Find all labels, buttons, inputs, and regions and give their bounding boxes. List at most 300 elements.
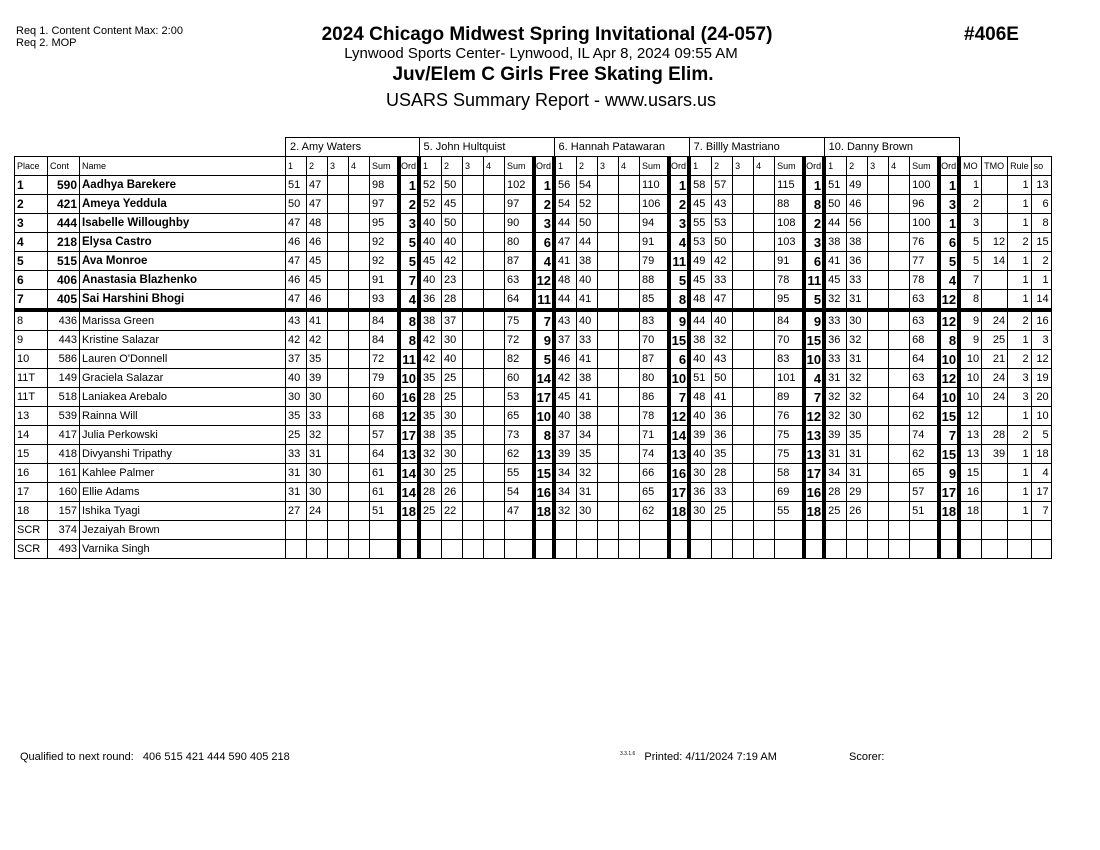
- score-sum: 97: [370, 195, 400, 214]
- score-ordinal: 1: [399, 176, 419, 195]
- score-ordinal: 3: [669, 214, 689, 233]
- score-2: 32: [307, 426, 328, 445]
- score-2: [442, 521, 463, 540]
- score-1: 40: [689, 445, 712, 464]
- score-1: 42: [419, 331, 442, 350]
- score-3: [868, 445, 889, 464]
- score-ordinal: 1: [939, 214, 959, 233]
- score-4: [889, 195, 910, 214]
- so-cell: [1031, 521, 1051, 540]
- score-ordinal: 12: [534, 271, 554, 290]
- score-2: 33: [712, 483, 733, 502]
- score-sum: 106: [640, 195, 670, 214]
- score-sum: 110: [640, 176, 670, 195]
- score-1: 44: [689, 310, 712, 331]
- score-ordinal: [804, 521, 824, 540]
- score-4: [889, 350, 910, 369]
- name-cell: Laniakea Arebalo: [80, 388, 286, 407]
- score-ordinal: 10: [804, 350, 824, 369]
- score-2: 38: [577, 407, 598, 426]
- tmo-cell: [982, 502, 1008, 521]
- score-ordinal: 15: [669, 331, 689, 350]
- score-2: 30: [847, 310, 868, 331]
- score-2: 30: [307, 388, 328, 407]
- score-ordinal: 1: [534, 176, 554, 195]
- score-3: [733, 176, 754, 195]
- so-cell: 3: [1031, 331, 1051, 350]
- place-cell: 11T: [15, 388, 48, 407]
- score-ordinal: 4: [534, 252, 554, 271]
- score-2: 31: [307, 445, 328, 464]
- rule-cell: 2: [1008, 310, 1032, 331]
- mo-cell: 9: [959, 310, 982, 331]
- score-ordinal: 6: [534, 233, 554, 252]
- score-4: [889, 502, 910, 521]
- score-3: [598, 464, 619, 483]
- name-cell: Aadhya Barekere: [80, 176, 286, 195]
- score-4: [619, 233, 640, 252]
- score-1: 45: [689, 271, 712, 290]
- score-4: [754, 331, 775, 350]
- score-sum: 51: [370, 502, 400, 521]
- score-sum: 76: [910, 233, 940, 252]
- score-2: 50: [442, 176, 463, 195]
- score-1: 55: [689, 214, 712, 233]
- cont-cell: 515: [48, 252, 80, 271]
- col-score-s2: 2: [577, 157, 598, 176]
- score-2: 45: [307, 252, 328, 271]
- score-sum: 87: [640, 350, 670, 369]
- score-4: [349, 426, 370, 445]
- score-sum: 100: [910, 214, 940, 233]
- rule-cell: 2: [1008, 426, 1032, 445]
- score-ordinal: 2: [534, 195, 554, 214]
- printed-timestamp: Printed: 4/11/2024 7:19 AM: [644, 751, 777, 763]
- cont-cell: 590: [48, 176, 80, 195]
- place-cell: 8: [15, 310, 48, 331]
- cont-cell: 417: [48, 426, 80, 445]
- qualified-line: [20, 751, 290, 763]
- score-ordinal: 13: [669, 445, 689, 464]
- score-3: [463, 271, 484, 290]
- score-4: [484, 176, 505, 195]
- score-sum: 85: [640, 290, 670, 311]
- score-4: [349, 214, 370, 233]
- score-sum: 61: [370, 464, 400, 483]
- col-ord: Ord: [939, 157, 959, 176]
- score-sum: 54: [505, 483, 535, 502]
- score-4: [619, 483, 640, 502]
- results-table: [14, 137, 1052, 559]
- mo-cell: 10: [959, 350, 982, 369]
- score-1: [419, 521, 442, 540]
- table-row: [15, 252, 1052, 271]
- score-1: 27: [286, 502, 307, 521]
- score-4: [754, 502, 775, 521]
- score-ordinal: 12: [669, 407, 689, 426]
- competition-title: 2024 Chicago Midwest Spring Invitational (24-057): [321, 24, 773, 45]
- score-4: [619, 540, 640, 559]
- score-4: [754, 407, 775, 426]
- table-row: [15, 521, 1052, 540]
- judge-name: 10. Danny Brown: [824, 138, 959, 157]
- score-3: [598, 310, 619, 331]
- table-row: [15, 214, 1052, 233]
- score-sum: 72: [370, 350, 400, 369]
- score-1: 50: [286, 195, 307, 214]
- mo-cell: 9: [959, 331, 982, 350]
- score-1: 32: [419, 445, 442, 464]
- score-ordinal: 14: [399, 464, 419, 483]
- cont-cell: 418: [48, 445, 80, 464]
- place-cell: 10: [15, 350, 48, 369]
- name-cell: Kristine Salazar: [80, 331, 286, 350]
- col-ord: Ord: [669, 157, 689, 176]
- rule-cell: 1: [1008, 445, 1032, 464]
- score-sum: 80: [505, 233, 535, 252]
- score-2: 30: [442, 407, 463, 426]
- name-cell: Rainna Will: [80, 407, 286, 426]
- score-ordinal: 7: [534, 310, 554, 331]
- score-ordinal: 12: [804, 407, 824, 426]
- score-1: 51: [286, 176, 307, 195]
- score-sum: 88: [640, 271, 670, 290]
- name-cell: Ameya Yeddula: [80, 195, 286, 214]
- score-3: [328, 483, 349, 502]
- score-1: [689, 540, 712, 559]
- so-cell: 15: [1031, 233, 1051, 252]
- score-2: 31: [847, 445, 868, 464]
- score-2: 24: [307, 502, 328, 521]
- score-4: [889, 540, 910, 559]
- tmo-cell: [982, 407, 1008, 426]
- score-2: 49: [847, 176, 868, 195]
- so-cell: 20: [1031, 388, 1051, 407]
- score-sum: 83: [640, 310, 670, 331]
- score-ordinal: 9: [804, 310, 824, 331]
- col-score-s2: 2: [307, 157, 328, 176]
- score-2: [577, 521, 598, 540]
- tmo-cell: [982, 540, 1008, 559]
- score-ordinal: 18: [534, 502, 554, 521]
- score-4: [889, 176, 910, 195]
- col-score-s2: 2: [712, 157, 733, 176]
- col-mo: MO: [959, 157, 982, 176]
- col-score-s2: 2: [442, 157, 463, 176]
- score-4: [349, 176, 370, 195]
- score-2: 37: [442, 310, 463, 331]
- score-sum: 77: [910, 252, 940, 271]
- place-cell: 5: [15, 252, 48, 271]
- score-ordinal: 15: [939, 407, 959, 426]
- tmo-cell: 24: [982, 388, 1008, 407]
- score-1: 40: [554, 407, 577, 426]
- name-cell: Isabelle Willoughby: [80, 214, 286, 233]
- score-2: 46: [307, 290, 328, 311]
- score-1: 30: [689, 502, 712, 521]
- score-2: 30: [307, 464, 328, 483]
- cont-cell: 160: [48, 483, 80, 502]
- score-1: 33: [286, 445, 307, 464]
- rule-cell: 1: [1008, 271, 1032, 290]
- score-4: [484, 214, 505, 233]
- score-1: 37: [286, 350, 307, 369]
- score-ordinal: 1: [939, 176, 959, 195]
- score-2: 50: [712, 369, 733, 388]
- table-row: [15, 176, 1052, 195]
- so-cell: 8: [1031, 214, 1051, 233]
- score-sum: 89: [775, 388, 805, 407]
- score-3: [328, 176, 349, 195]
- score-sum: 75: [775, 445, 805, 464]
- table-row: [15, 233, 1052, 252]
- score-4: [484, 445, 505, 464]
- score-sum: 70: [640, 331, 670, 350]
- score-2: 22: [442, 502, 463, 521]
- score-2: 41: [307, 310, 328, 331]
- score-2: 31: [577, 483, 598, 502]
- score-4: [619, 290, 640, 311]
- score-4: [484, 310, 505, 331]
- score-ordinal: 10: [534, 407, 554, 426]
- score-3: [328, 350, 349, 369]
- score-sum: 100: [910, 176, 940, 195]
- col-name: Name: [80, 157, 286, 176]
- score-4: [889, 483, 910, 502]
- place-cell: 17: [15, 483, 48, 502]
- score-sum: 80: [640, 369, 670, 388]
- so-cell: 19: [1031, 369, 1051, 388]
- score-4: [484, 369, 505, 388]
- score-sum: 82: [505, 350, 535, 369]
- col-cont: Cont: [48, 157, 80, 176]
- score-4: [349, 252, 370, 271]
- table-row: [15, 350, 1052, 369]
- score-4: [889, 214, 910, 233]
- mo-cell: 13: [959, 426, 982, 445]
- score-4: [484, 271, 505, 290]
- score-1: 30: [286, 388, 307, 407]
- score-2: 34: [577, 426, 598, 445]
- score-1: 38: [419, 310, 442, 331]
- score-2: 32: [847, 388, 868, 407]
- score-ordinal: 7: [804, 388, 824, 407]
- score-3: [328, 464, 349, 483]
- score-1: 25: [286, 426, 307, 445]
- place-cell: 7: [15, 290, 48, 311]
- score-4: [619, 464, 640, 483]
- score-sum: 63: [910, 369, 940, 388]
- score-sum: 62: [910, 445, 940, 464]
- score-3: [328, 521, 349, 540]
- cont-cell: 218: [48, 233, 80, 252]
- header-spacer: [15, 138, 286, 157]
- score-ordinal: 17: [399, 426, 419, 445]
- score-sum: 60: [370, 388, 400, 407]
- score-4: [754, 521, 775, 540]
- score-sum: 92: [370, 252, 400, 271]
- score-3: [463, 426, 484, 445]
- place-cell: 1: [15, 176, 48, 195]
- score-ordinal: 8: [804, 195, 824, 214]
- score-4: [889, 290, 910, 311]
- cont-cell: 493: [48, 540, 80, 559]
- qualified-label: Qualified to next round:: [20, 751, 134, 763]
- score-3: [598, 350, 619, 369]
- score-ordinal: 18: [939, 502, 959, 521]
- score-1: 31: [824, 445, 847, 464]
- score-ordinal: 7: [669, 388, 689, 407]
- score-1: 35: [419, 407, 442, 426]
- table-row: [15, 331, 1052, 350]
- score-sum: 91: [775, 252, 805, 271]
- score-2: 44: [577, 233, 598, 252]
- place-cell: 15: [15, 445, 48, 464]
- score-ordinal: 10: [939, 388, 959, 407]
- score-2: 35: [847, 426, 868, 445]
- score-1: 47: [286, 290, 307, 311]
- judge-name: 6. Hannah Patawaran: [554, 138, 689, 157]
- score-2: 40: [577, 310, 598, 331]
- score-3: [328, 252, 349, 271]
- col-score-s4: 4: [619, 157, 640, 176]
- score-sum: 78: [910, 271, 940, 290]
- score-ordinal: [399, 540, 419, 559]
- mo-cell: 13: [959, 445, 982, 464]
- score-3: [598, 176, 619, 195]
- score-1: 47: [286, 214, 307, 233]
- score-3: [328, 426, 349, 445]
- score-4: [619, 521, 640, 540]
- score-1: 45: [689, 195, 712, 214]
- score-3: [868, 233, 889, 252]
- score-2: 32: [577, 464, 598, 483]
- score-1: 45: [824, 271, 847, 290]
- qualified-list: 406 515 421 444 590 405 218: [142, 751, 290, 763]
- mo-cell: 5: [959, 233, 982, 252]
- score-1: 46: [286, 233, 307, 252]
- score-4: [619, 369, 640, 388]
- score-4: [349, 483, 370, 502]
- score-2: 28: [712, 464, 733, 483]
- score-2: 41: [712, 388, 733, 407]
- score-3: [463, 290, 484, 311]
- score-4: [754, 176, 775, 195]
- table-row: [15, 388, 1052, 407]
- score-ordinal: 5: [939, 252, 959, 271]
- so-cell: 10: [1031, 407, 1051, 426]
- col-score-s1: 1: [689, 157, 712, 176]
- score-4: [349, 271, 370, 290]
- score-2: 36: [847, 252, 868, 271]
- so-cell: [1031, 540, 1051, 559]
- table-row: [15, 426, 1052, 445]
- cont-cell: 436: [48, 310, 80, 331]
- score-2: 48: [307, 214, 328, 233]
- table-row: [15, 290, 1052, 311]
- score-sum: 57: [370, 426, 400, 445]
- score-4: [754, 271, 775, 290]
- score-ordinal: 14: [534, 369, 554, 388]
- score-1: 36: [419, 290, 442, 311]
- score-1: 38: [689, 331, 712, 350]
- rule-cell: 1: [1008, 483, 1032, 502]
- score-4: [484, 407, 505, 426]
- score-1: 34: [554, 464, 577, 483]
- score-sum: 68: [370, 407, 400, 426]
- score-1: 32: [824, 290, 847, 311]
- score-3: [868, 426, 889, 445]
- cont-cell: 405: [48, 290, 80, 311]
- requirement-1: Req 1. Content Content Max: 2:00: [16, 25, 183, 37]
- score-sum: [505, 521, 535, 540]
- score-3: [328, 502, 349, 521]
- score-sum: 74: [640, 445, 670, 464]
- score-4: [754, 290, 775, 311]
- score-2: 33: [577, 331, 598, 350]
- mo-cell: 10: [959, 388, 982, 407]
- score-sum: 70: [775, 331, 805, 350]
- score-3: [598, 445, 619, 464]
- score-3: [463, 502, 484, 521]
- version-number: 3.3.1.6: [620, 751, 636, 757]
- score-4: [619, 445, 640, 464]
- score-ordinal: 13: [804, 426, 824, 445]
- score-2: 46: [307, 233, 328, 252]
- score-ordinal: 12: [939, 369, 959, 388]
- score-2: 32: [712, 331, 733, 350]
- score-2: [577, 540, 598, 559]
- score-4: [889, 271, 910, 290]
- col-sum: Sum: [505, 157, 535, 176]
- score-sum: 65: [640, 483, 670, 502]
- score-3: [463, 233, 484, 252]
- score-3: [868, 369, 889, 388]
- score-1: 25: [824, 502, 847, 521]
- score-3: [328, 214, 349, 233]
- score-4: [484, 521, 505, 540]
- score-3: [463, 445, 484, 464]
- score-2: 50: [712, 233, 733, 252]
- score-ordinal: 7: [939, 426, 959, 445]
- score-ordinal: 18: [804, 502, 824, 521]
- score-sum: 91: [640, 233, 670, 252]
- score-ordinal: 16: [804, 483, 824, 502]
- score-1: [554, 540, 577, 559]
- score-1: 39: [824, 426, 847, 445]
- score-2: 25: [442, 464, 463, 483]
- col-score-s3: 3: [463, 157, 484, 176]
- score-3: [463, 369, 484, 388]
- score-1: 28: [419, 388, 442, 407]
- score-3: [733, 331, 754, 350]
- tmo-cell: 24: [982, 310, 1008, 331]
- tmo-cell: 21: [982, 350, 1008, 369]
- score-1: 41: [554, 252, 577, 271]
- col-score-s3: 3: [733, 157, 754, 176]
- mo-cell: 5: [959, 252, 982, 271]
- score-ordinal: [669, 540, 689, 559]
- score-ordinal: 10: [669, 369, 689, 388]
- score-sum: 66: [640, 464, 670, 483]
- score-sum: 115: [775, 176, 805, 195]
- score-ordinal: 5: [534, 350, 554, 369]
- score-4: [349, 445, 370, 464]
- score-2: [712, 521, 733, 540]
- score-2: 30: [307, 483, 328, 502]
- score-4: [484, 331, 505, 350]
- score-1: 50: [824, 195, 847, 214]
